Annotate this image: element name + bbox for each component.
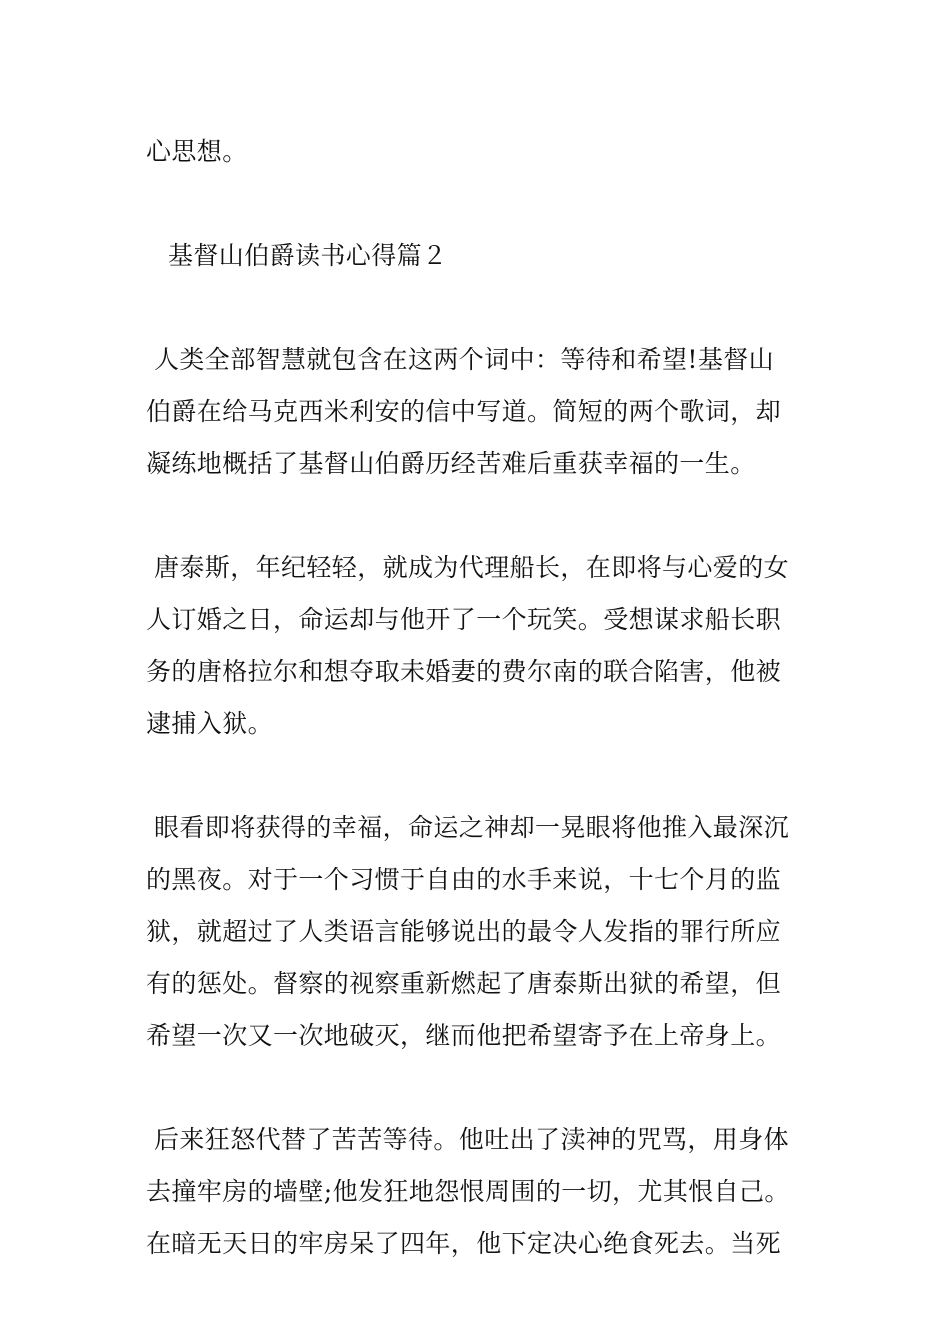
- paragraph-line: 狱，就超过了人类语言能够说出的最令人发指的罪行所应: [146, 917, 782, 946]
- spacer: [146, 178, 806, 230]
- paragraph-line: 的黑夜。对于一个习惯于自由的水手来说，十七个月的监: [146, 865, 782, 894]
- paragraph-line: 唐泰斯，年纪轻轻，就成为代理船长，在即将与心爱的女: [154, 553, 790, 582]
- spacer: [146, 750, 806, 802]
- paragraph-line: 眼看即将获得的幸福，命运之神却一晃眼将他推入最深沉: [154, 813, 790, 842]
- paragraph-2: [146, 542, 806, 750]
- document-page: [146, 126, 806, 1270]
- paragraph-line: 凝练地概括了基督山伯爵历经苦难后重获幸福的一生。: [146, 449, 756, 478]
- paragraph-line: 在暗无天日的牢房呆了四年，他下定决心绝食死去。当死: [146, 1229, 782, 1258]
- paragraph-line: 逮捕入狱。: [146, 709, 274, 738]
- paragraph-line: 去撞牢房的墙壁;他发狂地怨恨周围的一切，尤其恨自己。: [146, 1177, 790, 1206]
- spacer: [146, 282, 806, 334]
- paragraph-line: 人订婚之日，命运却与他开了一个玩笑。受想谋求船长职: [146, 605, 782, 634]
- paragraph-line: 希望一次又一次地破灭，继而他把希望寄予在上帝身上。: [146, 1021, 782, 1050]
- paragraph-4: [146, 1114, 806, 1270]
- paragraph-line: 后来狂怒代替了苦苦等待。他吐出了渎神的咒骂，用身体: [154, 1125, 790, 1154]
- paragraph-line: 务的唐格拉尔和想夺取未婚妻的费尔南的联合陷害，他被: [146, 657, 782, 686]
- paragraph-line: 有的惩处。督察的视察重新燃起了唐泰斯出狱的希望，但: [146, 969, 782, 998]
- previous-paragraph-tail: 心思想。: [146, 137, 248, 166]
- paragraph-3: [146, 802, 806, 1062]
- spacer: [146, 490, 806, 542]
- paragraph-1: [146, 334, 806, 490]
- paragraph-line: 伯爵在给马克西米利安的信中写道。简短的两个歌词，却: [146, 397, 782, 426]
- paragraph-line: 人类全部智慧就包含在这两个词中：等待和希望!基督山: [154, 345, 775, 374]
- spacer: [146, 1062, 806, 1114]
- section-title: 基督山伯爵读书心得篇２: [168, 241, 448, 270]
